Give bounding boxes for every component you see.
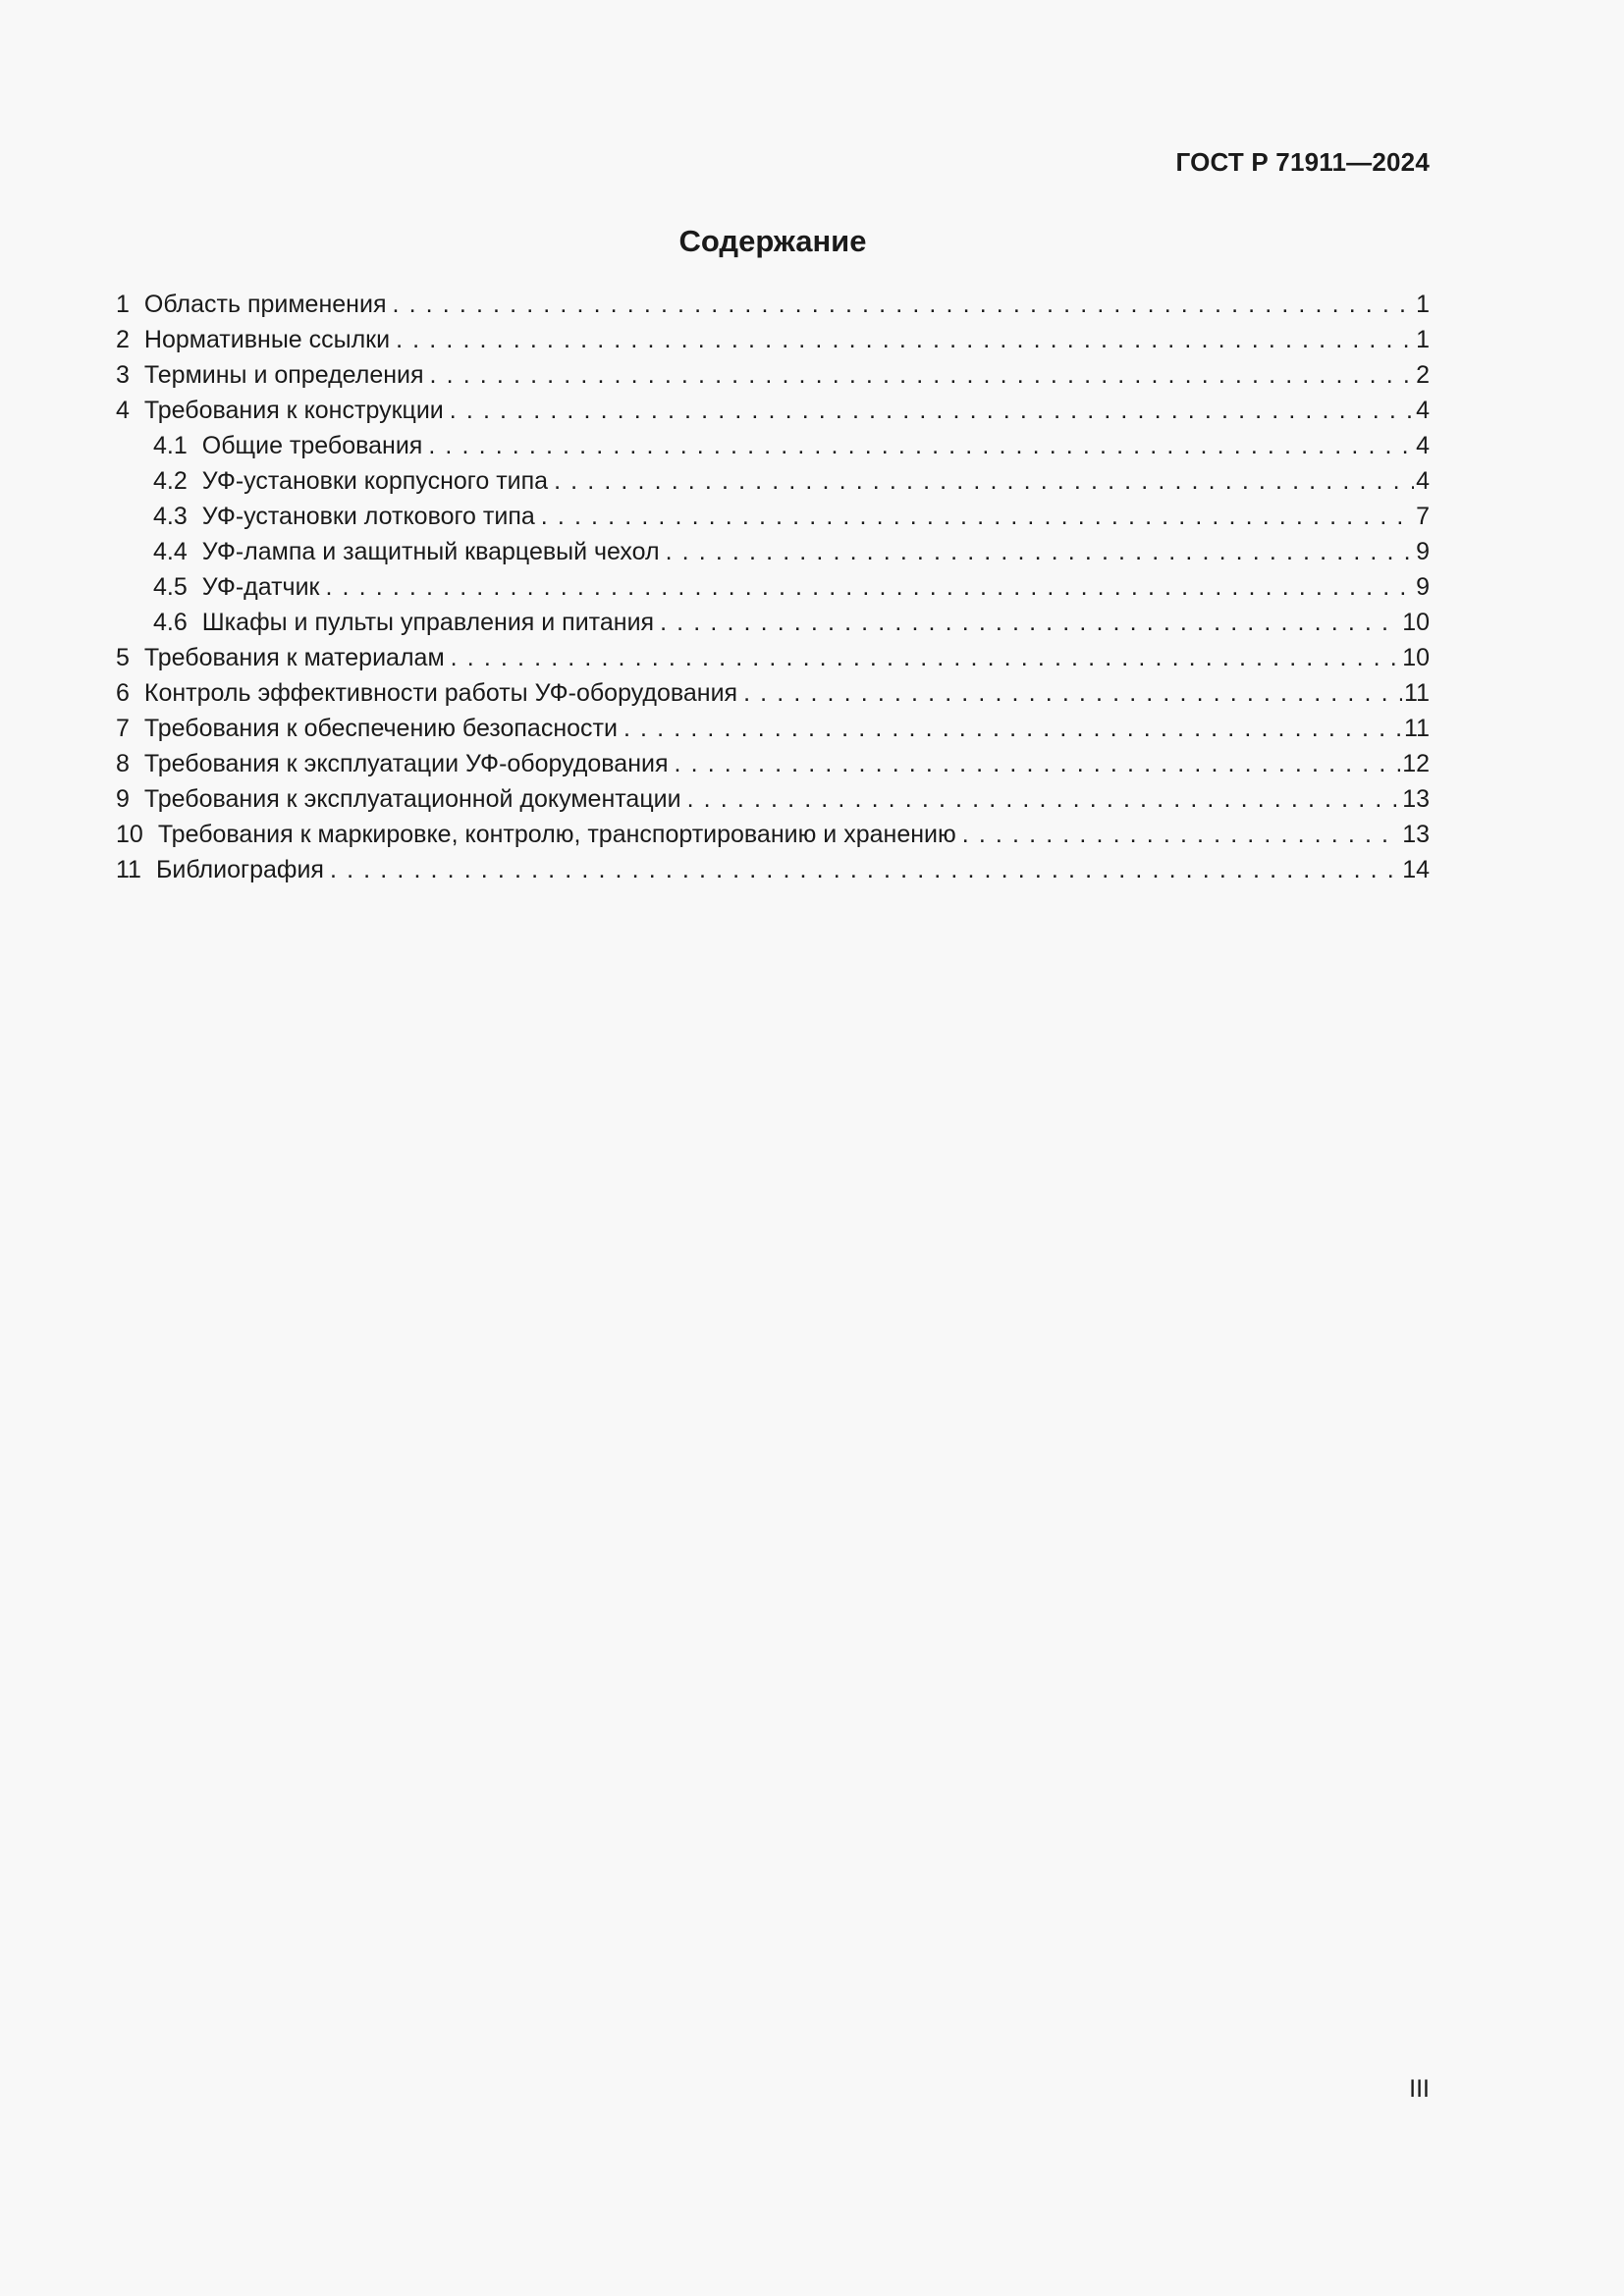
toc-entry-label: УФ-датчик xyxy=(201,573,320,601)
toc-entry[interactable] xyxy=(116,781,1430,817)
toc-entry-page: 1 xyxy=(1416,326,1430,353)
toc-entry-label: Контроль эффективности работы УФ-оборудования xyxy=(143,679,738,707)
toc-entry-number: 2 xyxy=(116,326,130,353)
page-title: Содержание xyxy=(678,224,867,258)
document-code: ГОСТ Р 71911—2024 xyxy=(1175,147,1430,177)
toc-dot-leader xyxy=(675,746,1401,781)
toc-entry-page: 9 xyxy=(1416,538,1430,565)
toc-dot-leader xyxy=(554,463,1414,499)
toc-entry-label: Требования к эксплуатационной документации xyxy=(143,785,681,813)
toc-dot-leader xyxy=(392,287,1414,322)
toc-entry-number: 4.3 xyxy=(153,503,188,530)
toc-entry[interactable] xyxy=(116,322,1430,357)
toc-entry[interactable] xyxy=(116,675,1430,711)
toc-entry-page: 12 xyxy=(1402,750,1430,777)
toc-entry-number: 11 xyxy=(116,856,141,883)
toc-entry[interactable] xyxy=(116,640,1430,675)
toc-dot-leader xyxy=(623,711,1402,746)
toc-entry-number: 6 xyxy=(116,679,130,707)
toc-entry-page: 4 xyxy=(1416,397,1430,424)
toc-dot-leader xyxy=(743,675,1402,711)
toc-dot-leader xyxy=(687,781,1401,817)
toc-entry-label: Требования к эксплуатации УФ-оборудования xyxy=(143,750,669,777)
toc-entry[interactable] xyxy=(116,817,1430,852)
toc-entry-label: Требования к обеспечению безопасности xyxy=(143,715,618,742)
toc-entry[interactable] xyxy=(116,428,1430,463)
toc-entry[interactable] xyxy=(116,393,1430,428)
toc-entry-number: 8 xyxy=(116,750,130,777)
toc-entry[interactable] xyxy=(116,711,1430,746)
toc-entry-number: 7 xyxy=(116,715,130,742)
toc-entry[interactable] xyxy=(116,746,1430,781)
toc-entry[interactable] xyxy=(116,534,1430,569)
toc-dot-leader xyxy=(450,393,1414,428)
toc-entry-page: 4 xyxy=(1416,432,1430,459)
toc-entry-page: 11 xyxy=(1404,715,1430,742)
toc-entry-label: УФ-установки корпусного типа xyxy=(201,467,549,495)
page-number: III xyxy=(1409,2075,1430,2103)
toc-entry-number: 4.1 xyxy=(153,432,188,459)
toc-entry-page: 9 xyxy=(1416,573,1430,601)
toc-entry-number: 4.4 xyxy=(153,538,188,565)
toc-entry-label: Нормативные ссылки xyxy=(143,326,391,353)
toc-entry-label: Требования к маркировке, контролю, транспортированию и хранению xyxy=(157,821,956,848)
toc-entry-page: 10 xyxy=(1402,609,1430,636)
toc-entry-label: Библиография xyxy=(155,856,324,883)
toc-entry-number: 9 xyxy=(116,785,130,813)
toc-dot-leader xyxy=(962,817,1400,852)
toc-dot-leader xyxy=(666,534,1415,569)
toc-entry-page: 13 xyxy=(1402,785,1430,813)
toc-dot-leader xyxy=(330,852,1400,887)
toc-dot-leader xyxy=(325,569,1414,605)
toc-entry-page: 14 xyxy=(1402,856,1430,883)
toc-entry-label: Шкафы и пульты управления и питания xyxy=(201,609,655,636)
toc-entry-number: 1 xyxy=(116,291,130,318)
toc-entry[interactable] xyxy=(116,499,1430,534)
toc-entry-page: 10 xyxy=(1402,644,1430,671)
toc-entry[interactable] xyxy=(116,463,1430,499)
toc-entry-page: 4 xyxy=(1416,467,1430,495)
toc-dot-leader xyxy=(451,640,1401,675)
toc-entry-number: 4.5 xyxy=(153,573,188,601)
toc-entry-page: 1 xyxy=(1416,291,1430,318)
toc-dot-leader xyxy=(660,605,1400,640)
toc-dot-leader xyxy=(430,357,1415,393)
toc-entry-label: Требования к материалам xyxy=(143,644,445,671)
toc-dot-leader xyxy=(396,322,1414,357)
toc-entry[interactable] xyxy=(116,357,1430,393)
toc-entry[interactable] xyxy=(116,605,1430,640)
toc-entry-label: Область применения xyxy=(143,291,387,318)
toc-entry-page: 7 xyxy=(1416,503,1430,530)
toc-entry-label: УФ-лампа и защитный кварцевый чехол xyxy=(201,538,660,565)
toc-entry-number: 5 xyxy=(116,644,130,671)
toc-entry[interactable] xyxy=(116,569,1430,605)
toc-entry-label: УФ-установки лоткового типа xyxy=(201,503,535,530)
toc-entry[interactable] xyxy=(116,852,1430,887)
toc-entry-number: 4.6 xyxy=(153,609,188,636)
toc-entry-number: 3 xyxy=(116,361,130,389)
table-of-contents xyxy=(116,287,1430,887)
toc-entry-number: 4.2 xyxy=(153,467,188,495)
toc-entry-page: 13 xyxy=(1402,821,1430,848)
toc-entry[interactable] xyxy=(116,287,1430,322)
toc-entry-number: 10 xyxy=(116,821,143,848)
toc-entry-label: Общие требования xyxy=(201,432,423,459)
toc-dot-leader xyxy=(428,428,1414,463)
toc-entry-page: 2 xyxy=(1416,361,1430,389)
toc-entry-page: 11 xyxy=(1404,679,1430,707)
toc-entry-number: 4 xyxy=(116,397,130,424)
toc-entry-label: Требования к конструкции xyxy=(143,397,444,424)
toc-entry-label: Термины и определения xyxy=(143,361,424,389)
toc-dot-leader xyxy=(541,499,1414,534)
